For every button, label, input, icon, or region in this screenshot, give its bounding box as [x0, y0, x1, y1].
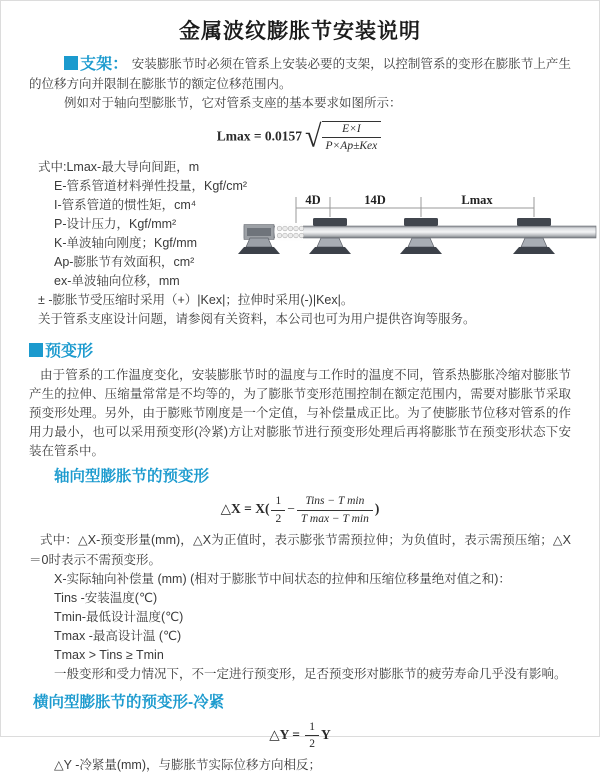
preform-section-heading [29, 341, 571, 362]
dx-formula-lhs: △X = X( [220, 501, 270, 517]
pipe-diagram-svg [244, 190, 596, 270]
definition-line: ex-单波轴向位移，mm [54, 274, 180, 289]
lmax-formula-sqrt: √ $\frac{E\times I}{\text{P×Ap±Kex}}$ [302, 121, 383, 154]
support-intro-paragraph [29, 55, 571, 94]
dx-formula-rhs: ) [374, 501, 380, 517]
definition-line: I-管系管道的惯性矩，cm⁴ [54, 198, 197, 213]
lmax-formula-numerator: E×I [322, 122, 382, 138]
delta-y-formula [29, 720, 571, 752]
axial-definition-line: Tmax -最高设计温 (℃) [54, 629, 182, 643]
dx-formula-half-fraction [271, 494, 285, 526]
axial-condition-line: Tmax > Tins ≥ Tmin [54, 648, 164, 662]
dim-label-lmax: Lmax [461, 193, 493, 208]
support-example-paragraph: 例如对于轴向型膨胀节，它对管系支座的基本要求如图所示： [64, 96, 402, 110]
section-marker-icon [64, 56, 78, 70]
anchor-support [238, 238, 280, 254]
definition-line: E-管系管道材料弹性投量，Kgf/cm² [54, 179, 248, 194]
definition-sign-note: ± -膨胀节受压缩时采用（+）|Kex|；拉伸时采用(-)|Kex|。 [38, 293, 354, 308]
lateral-preform-subtitle: 横向型膨胀节的预变形-冷紧 [33, 693, 225, 711]
axial-preform-subtitle: 轴向型膨胀节的预变形 [54, 468, 210, 486]
axial-definition-line: Tmin-最低设计温度(℃) [54, 610, 184, 624]
formula-definitions [29, 158, 571, 329]
support-section-heading-label: 支架： [80, 56, 129, 73]
definition-line: Ap-膨胀节有效面积，cm² [54, 255, 195, 270]
dx-temp-numerator: Tins − T min [297, 494, 373, 510]
dy-half-fraction [305, 720, 319, 752]
dx-minus-sign: − [287, 501, 295, 517]
dim-label-4d: 4D [305, 193, 321, 208]
dx-half-numerator: 1 [271, 494, 285, 510]
definition-intro-line: 式中:Lmax-最大导向间距，m [38, 160, 200, 175]
dy-half-denominator: 2 [309, 737, 316, 750]
axial-definition-line: Tins -安装温度(℃) [54, 591, 158, 605]
dx-temp-fraction [297, 494, 373, 526]
dy-half-numerator: 1 [305, 720, 319, 736]
dim-label-14d: 14D [364, 193, 386, 208]
axial-definition-line: X-实际轴向补偿量 (mm) (相对于膨胀节中间状态的拉伸和压缩位移量绝对值之和)： [54, 572, 511, 586]
definition-line: P-设计压力，Kgf/mm² [54, 217, 177, 232]
lmax-formula-fraction [322, 121, 382, 154]
support-section-heading [64, 57, 128, 71]
lmax-formula-lhs: Lmax = 0.0157 [216, 127, 303, 143]
support-intro-text: 安装膨胀节时必须在管系上安装必要的支架，以控制管系的变形在膨胀节上产生的位移方向并限制在膨胀节的额定位移范围内。 [29, 57, 571, 91]
axial-note: 一般变形和受力情况下，不一定进行预变形，足否预变形对膨胀节的疲劳寿命几乎没有影响。 [54, 667, 567, 681]
dy-formula-lhs: △Y = [269, 726, 300, 742]
axial-explanation-paragraph: 式中：△X-预变形量(mm)，△X为正值时，表示膨张节需预拉伸；为负值时，表示需预压缩；△X＝0时表示不需预变形。 [29, 533, 571, 567]
lmax-formula [29, 121, 571, 154]
page-title: 金属波纹膨胀节安装说明 [179, 20, 421, 43]
delta-x-formula [29, 494, 571, 526]
definition-line: K-单波轴向刚度；Kgf/mm [54, 236, 198, 251]
dx-half-denominator: 2 [275, 512, 282, 525]
pipe-support-spacing-diagram [244, 190, 596, 270]
pipe-end-flange [247, 228, 271, 236]
preform-paragraph: 由于管系的工作温度变化，安装膨胀节时的温度与工作时的温度不同，管系热膨胀冷缩对膨胀节产生的拉伸、压缩量常常是不均等的，为了膨胀节变形范围控制在额定范围内，需要对膨胀节采取预变形处理。另外，由于膨账节刚度是一个定值，与补偿量成正比。为了使膨胀节位移对管系的作用力最小，也可以采用预变形(冷紧)方让对膨胀节进行预变形处理后再将膨胀节在预变形状态下安装在管系中。 [29, 368, 571, 459]
service-note: 关于管系支座设计问题，请参阅有关资料，本公司也可为用户提供咨询等服务。 [38, 312, 476, 327]
section-marker-icon [29, 343, 43, 357]
preform-section-heading-label: 预变形 [45, 343, 94, 361]
lmax-formula-denominator: P×Ap±Kex [325, 139, 378, 152]
dx-temp-denominator: T max − T min [300, 512, 369, 525]
lateral-definition-line: △Y -冷紧量(mm)，与膨胀节实际位移方向相反； [54, 758, 322, 773]
dy-formula-rhs: Y [321, 726, 331, 742]
